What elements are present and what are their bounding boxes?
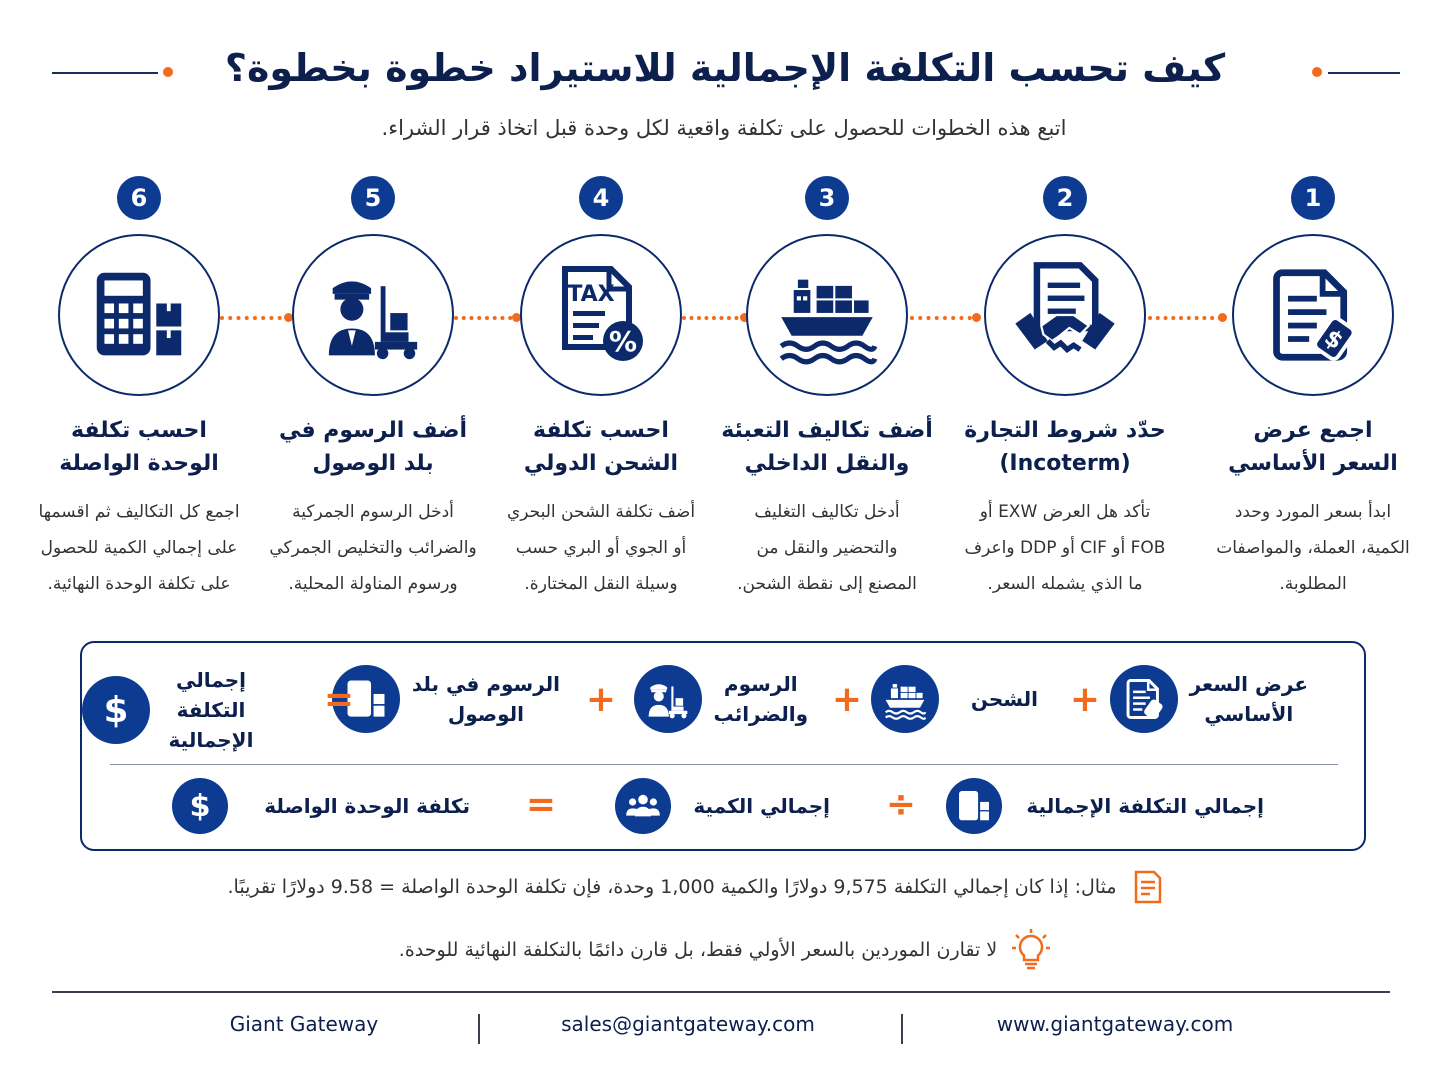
formula-item-destination-fees — [332, 665, 560, 733]
step-title — [24, 414, 254, 480]
step-title — [258, 414, 488, 480]
footer-website-link[interactable]: www.giantgateway.com — [996, 1012, 1234, 1036]
formula-label-line: الرسوم — [723, 672, 798, 696]
step-title — [1198, 414, 1428, 480]
step-description-line: FOB أو CIF أو DDP واعرف — [964, 538, 1166, 558]
footer-separator — [901, 1014, 903, 1044]
formula-label — [714, 669, 808, 729]
step-title-line: أضف الرسوم في — [278, 418, 468, 443]
step-description-line: اجمع كل التكاليف ثم اقسمها — [38, 502, 240, 522]
example-text: مثال: إذا كان إجمالي التكلفة 9,575 دولارًا والكمية 1,000 وحدة، فإن تكلفة الوحدة الواصلة = 9.58 دولارًا تقريبًا. — [227, 876, 1117, 898]
cargo-ship-icon — [882, 677, 928, 721]
step-description-line: ابدأ بسعر المورد وحدد — [1234, 502, 1392, 522]
step-number: 3 — [805, 176, 849, 220]
step-description-line: تأكد هل العرض EXW أو — [979, 502, 1151, 522]
step-number: 6 — [117, 176, 161, 220]
equals-operator: = — [323, 679, 354, 720]
formula-label — [1190, 669, 1308, 729]
tip-text: لا تقارن الموردين بالسعر الأولي فقط، بل قارن دائمًا بالتكلفة النهائية للوحدة. — [398, 939, 998, 961]
formula-icon-circle — [615, 778, 671, 834]
formula-label-line: الإجمالية — [168, 728, 254, 752]
page-subtitle: اتبع هذه الخطوات للحصول على تكلفة واقعية لكل وحدة قبل اتخاذ قرار الشراء. — [381, 116, 1067, 140]
step-title-line: اجمع عرض — [1253, 418, 1373, 443]
formula-item-quantity — [615, 778, 830, 834]
step-title-line: احسب تكلفة — [71, 418, 207, 443]
formula-label-line: الوصول — [447, 702, 524, 726]
step-title-line: حدّد شروط التجارة — [964, 418, 1166, 443]
step-title-line: (Incoterm) — [999, 451, 1131, 476]
step-title-line: السعر الأساسي — [1228, 451, 1398, 476]
step-title — [486, 414, 716, 480]
tip-note — [300, 928, 1150, 972]
step-description — [950, 494, 1180, 602]
step-description — [24, 494, 254, 602]
step-description-line: وسيلة النقل المختارة. — [524, 574, 678, 594]
step-description-line: على إجمالي الكمية للحصول — [40, 538, 238, 558]
footer-company-name: Giant Gateway — [229, 1012, 379, 1036]
step-title — [712, 414, 942, 480]
formula-label-line: إجمالي التكلفة — [176, 668, 246, 722]
plus-operator: + — [1069, 679, 1100, 720]
step-description-line: والضرائب والتخليص الجمركي — [269, 538, 477, 558]
formula-item-total-cost — [82, 665, 260, 755]
formula-icon-circle — [172, 778, 228, 834]
step-title-line: الشحن الدولي — [523, 451, 679, 476]
formula-icon-circle — [946, 778, 1002, 834]
formula-label-line: والضرائب — [713, 702, 808, 726]
step-description — [712, 494, 942, 602]
step-number: 4 — [579, 176, 623, 220]
divide-operator: ÷ — [885, 784, 916, 825]
tax-document-percent-icon — [551, 265, 651, 365]
formula-label: الشحن — [970, 687, 1038, 711]
step-description — [258, 494, 488, 602]
example-note — [200, 870, 1190, 904]
step-title-line: الوحدة الواصلة — [59, 451, 219, 476]
footer-separator — [478, 1014, 480, 1044]
step-description-line: أدخل الرسوم الجمركية — [292, 502, 454, 522]
step-description-line: ورسوم المناولة المحلية. — [288, 574, 458, 594]
calculator-boxes-icon — [84, 267, 194, 363]
formula-icon-circle — [634, 665, 702, 733]
step-title-line: أضف تكاليف التعبئة — [721, 418, 933, 443]
formula-item-base-price — [1110, 665, 1308, 733]
step-description-line: أدخل تكاليف التغليف — [754, 502, 900, 522]
contract-handshake-icon — [1011, 261, 1119, 369]
step-description — [486, 494, 716, 602]
step-description-line: ما الذي يشمله السعر. — [987, 574, 1143, 594]
formula-icon-circle — [82, 676, 150, 744]
formula-label — [162, 665, 260, 755]
formula-item-taxes — [634, 665, 808, 733]
step-icon-circle — [1232, 234, 1394, 396]
step-title-line: والنقل الداخلي — [744, 451, 910, 476]
customs-officer-forklift-icon — [311, 267, 435, 363]
title-row — [50, 38, 1400, 98]
calculator-icon — [957, 789, 991, 823]
lightbulb-icon — [1011, 928, 1051, 972]
step-number: 2 — [1043, 176, 1087, 220]
step-4 — [486, 176, 716, 602]
step-description-line: على تكلفة الوحدة النهائية. — [47, 574, 231, 594]
formula-box — [80, 641, 1366, 851]
step-number: 1 — [1291, 176, 1335, 220]
formula-label-line: الرسوم في بلد — [411, 672, 560, 696]
people-group-icon — [623, 786, 663, 826]
formula-icon-circle — [871, 665, 939, 733]
plus-operator: + — [585, 679, 616, 720]
step-description-line: أو الجوي أو البري حسب — [515, 538, 687, 558]
footer-email-link[interactable]: sales@giantgateway.com — [561, 1012, 815, 1036]
cargo-ship-icon — [771, 263, 883, 367]
customs-officer-forklift-icon — [643, 678, 693, 720]
footer-divider — [52, 991, 1390, 993]
formula-row-unit-cost — [82, 778, 1364, 858]
plus-operator: + — [831, 679, 862, 720]
formula-item-total-cost — [946, 778, 1264, 834]
step-6 — [24, 176, 254, 602]
formula-icon-circle — [1110, 665, 1178, 733]
step-3 — [712, 176, 942, 602]
dollar-icon — [177, 783, 223, 829]
step-icon-circle — [292, 234, 454, 396]
step-description — [1198, 494, 1428, 602]
formula-label — [412, 669, 560, 729]
page-title: كيف تحسب التكلفة الإجمالية للاستيراد خطوة بخطوة؟ — [224, 46, 1226, 90]
step-2 — [950, 176, 1180, 602]
footer — [0, 1012, 1448, 1048]
step-number: 5 — [351, 176, 395, 220]
formula-row-total-cost — [82, 665, 1364, 752]
step-title-line: احسب تكلفة — [533, 418, 669, 443]
step-icon-circle — [58, 234, 220, 396]
formula-label: إجمالي التكلفة الإجمالية — [1026, 794, 1264, 818]
step-icon-circle — [746, 234, 908, 396]
step-description-line: المصنع إلى نقطة الشحن. — [737, 574, 917, 594]
step-title — [950, 414, 1180, 480]
formula-label: إجمالي الكمية — [693, 794, 830, 818]
formula-item-unit-cost — [172, 778, 470, 834]
step-description-line: أضف تكلفة الشحن البحري — [506, 502, 696, 522]
formula-divider — [110, 764, 1338, 765]
dollar-icon — [89, 683, 143, 737]
equals-operator: = — [525, 784, 556, 825]
step-5 — [258, 176, 488, 602]
formula-item-shipping — [871, 665, 1038, 733]
step-description-line: المطلوبة. — [1279, 574, 1347, 594]
step-description-line: والتحضير والنقل من — [756, 538, 898, 558]
step-title-line: بلد الوصول — [312, 451, 434, 476]
step-icon-circle — [984, 234, 1146, 396]
formula-label: تكلفة الوحدة الواصلة — [264, 794, 470, 818]
step-1 — [1198, 176, 1428, 602]
formula-label-line: عرض السعر — [1189, 672, 1308, 696]
step-description-line: الكمية، العملة، والمواصفات — [1216, 538, 1410, 558]
note-document-icon — [1133, 870, 1163, 904]
step-icon-circle — [520, 234, 682, 396]
quote-document-price-tag-icon — [1265, 267, 1361, 363]
quote-document-price-tag-icon — [1123, 678, 1165, 720]
formula-label-line: الأساسي — [1204, 702, 1294, 726]
